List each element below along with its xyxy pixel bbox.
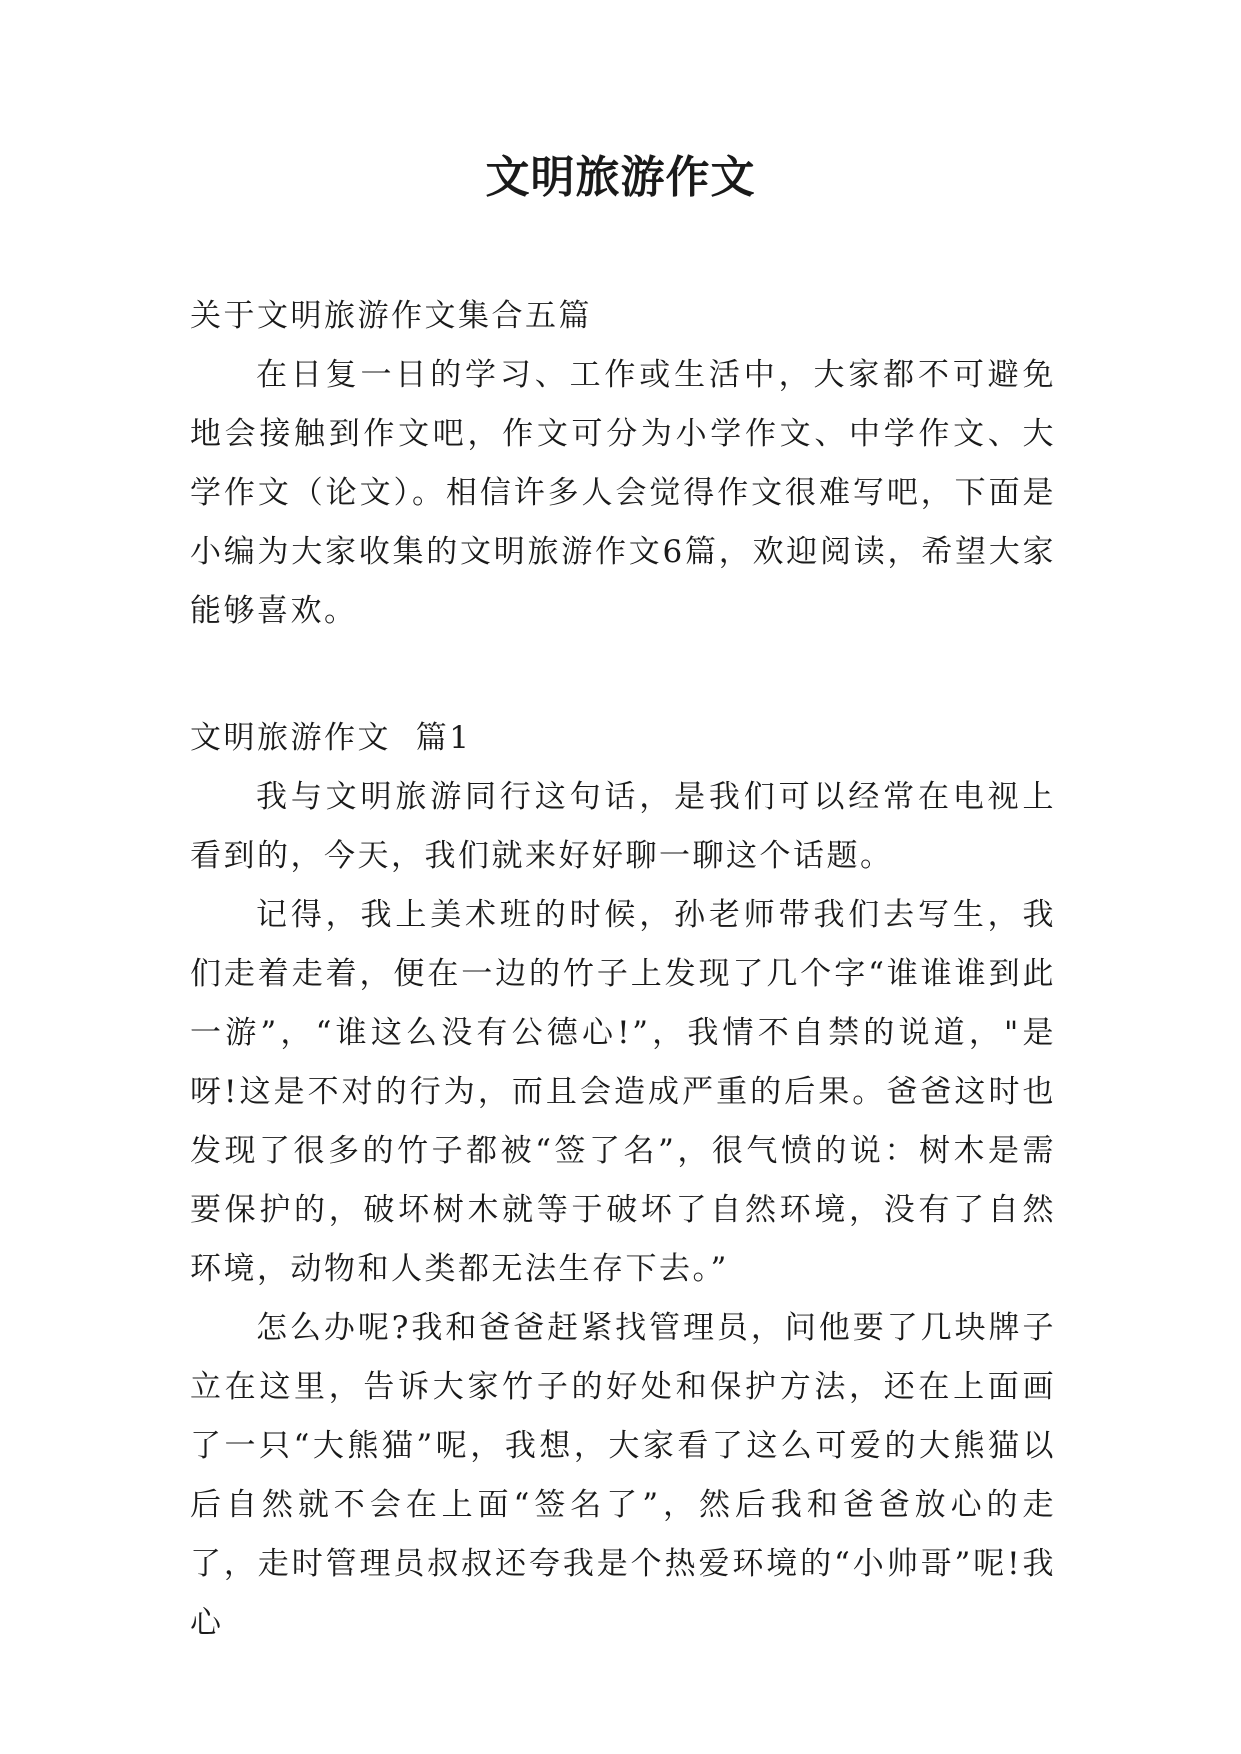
section-heading: 文明旅游作文 篇1 [190,720,472,756]
body-paragraph-3: 怎么办呢?我和爸爸赶紧找管理员，问他要了几块牌子立在这里，告诉大家竹子的好处和保护方法，还在上面画了一只“大熊猫”呢，我想，大家看了这么可爱的大熊猫以后自然就不会在上面“签名了”，然后我和爸爸放心的走了，走时管理员叔叔还夸我是个热爱环境的“小帅哥”呢!我心 [190,1310,1056,1641]
document-body [190,287,1056,1653]
document-title: 文明旅游作文 [485,152,756,203]
collection-subtitle: 关于文明旅游作文集合五篇 [190,298,592,334]
body-paragraph-2: 记得，我上美术班的时候，孙老师带我们去写生，我们走着走着，便在一边的竹子上发现了几个字“谁谁谁到此一游”，“谁这么没有公德心!”，我情不自禁的说道，"是呀!这是不对的行为，而且会造成严重的后果。爸爸这时也发现了很多的竹子都被“签了名”，很气愤的说：树木是需要保护的，破坏树木就等于破坏了自然环境，没有了自然环境，动物和人类都无法生存下去。” [190,897,1056,1287]
section-spacer [190,641,1056,709]
body-paragraph-1: 我与文明旅游同行这句话，是我们可以经常在电视上看到的，今天，我们就来好好聊一聊这个话题。 [190,779,1056,874]
intro-paragraph: 在日复一日的学习、工作或生活中，大家都不可避免地会接触到作文吧，作文可分为小学作文、中学作文、大学作文（论文）。相信许多人会觉得作文很难写吧，下面是小编为大家收集的文明旅游作文6篇，欢迎阅读，希望大家能够喜欢。 [190,357,1056,629]
